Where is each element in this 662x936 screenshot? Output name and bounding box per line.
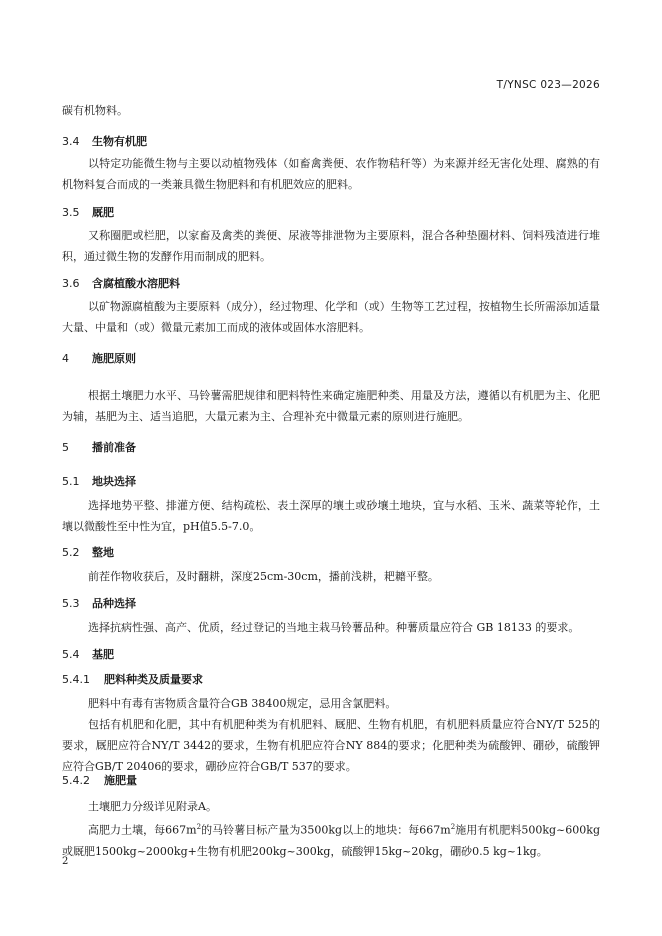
- paragraph-5-3: 选择抗病性强、高产、优质，经过登记的当地主栽马铃薯品种。种薯质量应符合 GB 18133 的要求。: [88, 621, 580, 634]
- paragraph-3-6: 以矿物源腐植酸为主要原料（成分），经过物理、化学和（或）生物等工艺过程，按植物生长所需添加适量大量、中量和（或）微量元素加工而成的液体或固体水溶肥料。: [62, 300, 600, 334]
- paragraph-3-4: 以特定功能微生物与主要以动植物残体（如畜禽粪便、农作物秸秆等）为来源并经无害化处理、腐熟的有机物料复合而成的一类兼具微生物肥料和有机肥效应的肥料。: [62, 157, 600, 191]
- paragraph-4: 根据土壤肥力水平、马铃薯需肥规律和肥料特性来确定施肥种类、用量及方法，遵循以有机肥为主、化肥为辅，基肥为主、适当追肥，大量元素为主、合理补充中微量元素的原则进行施肥。: [62, 389, 600, 423]
- paragraph-high-fertility: 高肥力土壤，每$667m^2$的马铃薯目标产量为3500kg以上的地块：每$667m^2$施用有机肥料500kg~600kg或厩肥1500kg~2000kg+生物有机肥200kg~300kg，硫酸钾15kg~20kg，硼砂0.5 kg~1kg。: [62, 823, 600, 858]
- heading-5-3: 5.3 品种选择: [62, 597, 136, 610]
- page-number: 2: [62, 856, 69, 867]
- heading-4: 4 施肥原则: [62, 352, 136, 365]
- heading-3-4: 3.4 生物有机肥: [62, 135, 147, 148]
- heading-3-5: 3.5 厩肥: [62, 206, 114, 219]
- paragraph-continuation: 碳有机物料。: [62, 104, 128, 117]
- paragraph-5-1: 选择地势平整、排灌方便、结构疏松、表土深厚的壤土或砂壤土地块，宜与水稻、玉米、蔬菜等轮作，土壤以微酸性至中性为宜，pH值5.5-7.0。: [62, 499, 600, 533]
- heading-5-2: 5.2 整地: [62, 546, 114, 559]
- heading-5-4-1: 5.4.1 肥料种类及质量要求: [62, 673, 203, 686]
- paragraph-5-2: 前茬作物收获后，及时翻耕，深度25cm-30cm，播前浅耕，耙耱平整。: [88, 570, 439, 583]
- paragraph-5-4-2: 土壤肥力分级详见附录A。 高肥力土壤，每$667m^2$的马铃薯目标产量为3500kg以上的地块：每$667m^2$施用有机肥料500kg~600kg或厩肥1500kg~2000kg+生物有机肥200kg~300kg，硫酸钾15kg~20kg，硼砂0.5 kg~1kg。: [62, 796, 600, 862]
- document-code: T/YNSC 023—2026: [496, 79, 600, 91]
- heading-5-4-2: 5.4.2 施肥量: [62, 774, 137, 787]
- heading-5-1: 5.1 地块选择: [62, 475, 136, 488]
- paragraph-5-4-1: 肥料中有毒有害物质含量符合GB 38400规定，忌用含氯肥料。 包括有机肥和化肥，其中有机肥种类为有机肥料、厩肥、生物有机肥，有机肥料质量应符合NY/T 525的要求，厩肥应符合NY/T 3442的要求，生物有机肥应符合NY 884的要求；化肥种类为硫酸钾、硼砂，硫酸钾应符合GB/T 20406的要求，硼砂应符合GB/T 537的要求。: [62, 697, 600, 773]
- heading-3-6: 3.6 含腐植酸水溶肥料: [62, 277, 180, 290]
- paragraph-3-5: 又称圈肥或栏肥，以家畜及禽类的粪便、尿液等排泄物为主要原料，混合各种垫圈材料、饲料残渣进行堆积，通过微生物的发酵作用而制成的肥料。: [62, 229, 600, 263]
- heading-5: 5 播前准备: [62, 441, 136, 454]
- heading-5-4: 5.4 基肥: [62, 648, 114, 661]
